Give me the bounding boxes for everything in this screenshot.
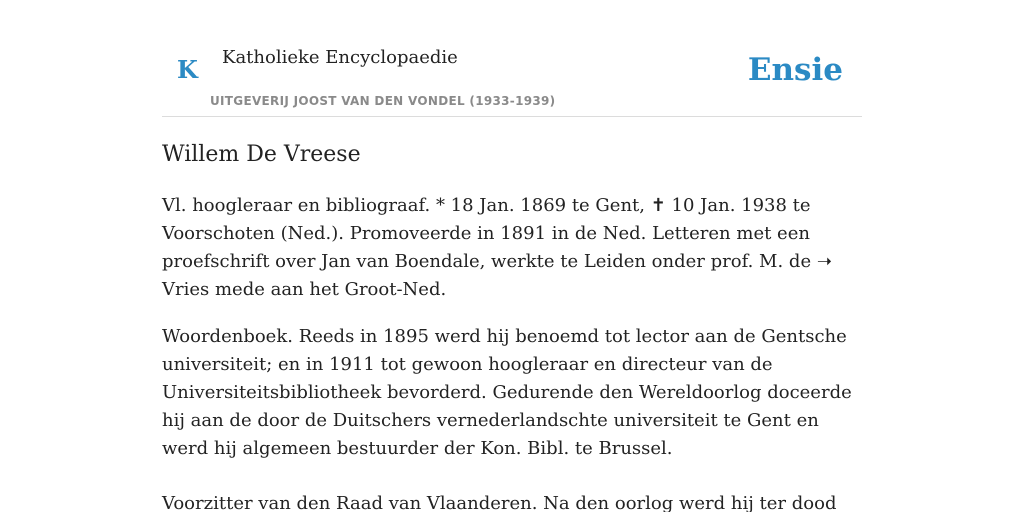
article-paragraph-1 bbox=[162, 192, 862, 304]
article-paragraph-2: Woordenboek. Reeds in 1895 werd hij benoemd tot lector aan de Gentsche universiteit; en in 1911 tot gewoon hoogleraar en directeur van de Universiteitsbibliotheek bevorderd. Gedurende den Wereldoorlog doceerde hij aan de door de Duitschers vernederlandschte universiteit te Gent en werd hij algemeen bestuurder der Kon. Bibl. te Brussel. bbox=[162, 326, 852, 459]
cross-reference-link-vries[interactable]: ➝ Vries bbox=[162, 251, 832, 300]
site-header bbox=[162, 0, 862, 117]
article-paragraph-3: Voorzitter van den Raad van Vlaanderen. Na den oorlog werd hij ter dood bbox=[162, 493, 837, 512]
paragraph-text: mede aan het Groot-Ned. bbox=[209, 279, 447, 300]
site-title[interactable]: Katholieke Encyclopaedie bbox=[222, 47, 458, 68]
ensie-brand-link[interactable]: Ensie bbox=[747, 52, 843, 88]
encyclopedia-logo-icon[interactable]: K bbox=[177, 55, 198, 84]
article-title: Willem De Vreese bbox=[162, 142, 361, 167]
publisher-subtitle: UITGEVERIJ JOOST VAN DEN VONDEL (1933-1939) bbox=[210, 94, 556, 108]
paragraph-text: Vl. hoogleraar en bibliograaf. * 18 Jan. 1869 te Gent, ✝ 10 Jan. 1938 te Voorschoten (Ned.). Promoveerde in 1891 in de Ned. Letteren met een proefschrift over Jan van Boendale, werkte te Leiden onder prof. M. de bbox=[162, 195, 817, 272]
page bbox=[162, 0, 862, 512]
